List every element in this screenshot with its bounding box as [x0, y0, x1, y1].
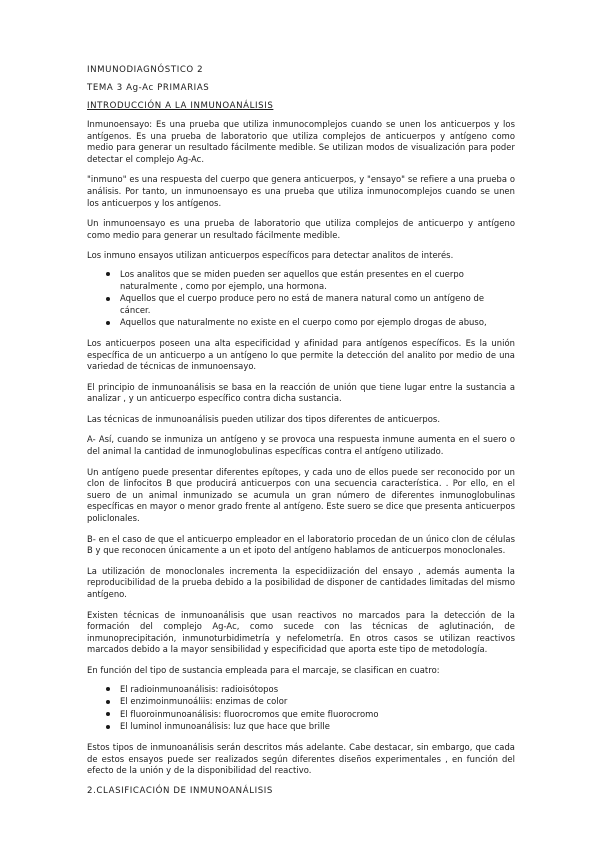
paragraph-specific-antibodies: Los inmuno ensayos utilizan anticuerpos específicos para detectar analitos de interés.	[87, 250, 454, 261]
paragraph-type-b: B- en el caso de que el anticuerpo empleador en el laboratorio procedan de un único clon de células B y que reconocen únicamente a un et ipoto del antígeno hablamos de anticuerpos monoclonales.	[87, 533, 515, 556]
analytes-list	[87, 269, 515, 329]
label-types-list	[87, 684, 515, 733]
bullet-icon	[106, 272, 110, 276]
bullet-icon	[106, 725, 110, 729]
list-item: Los analitos que se miden pueden ser aquellos que están presentes en el cuerpo naturalmente , como por ejemplo, una hormona.	[87, 269, 515, 292]
section-title: INTRODUCCIÓN A LA INMUNOANÁLISIS	[87, 101, 274, 111]
list-item: El fluoroinmunoanálisis: fluorocromos que emite fluorocromo	[87, 709, 515, 721]
paragraph-type-a: A- Así, cuando se inmuniza un antígeno y se provoca una respuesta inmune aumenta en el suero o del animal la cantidad de inmunoglobulinas específicas contra el antígeno utilizado.	[87, 434, 515, 457]
course-heading: INMUNODIAGNÓSTICO 2	[87, 65, 204, 75]
list-item: El luminol inmunoanálisis: luz que hace que brille	[87, 721, 515, 733]
section2-title: 2.CLASIFICACIÓN DE INMUNOANÁLISIS	[87, 785, 273, 796]
paragraph-inmunoensayo-definition: Inmunoensayo: Es una prueba que utiliza inmunocomplejos cuando se unen los anticuerpos y los antígenos. Es una prueba de laboratorio que utiliza complejos de anticuerpos y antígeno como medio para generar un resultado fácilmente medible. Se utilizan modos de visualización para poder detectar el complejo Ag-Ac.	[87, 119, 515, 164]
paragraph-polyclonal: Un antígeno puede presentar diferentes epítopes, y cada uno de ellos puede ser reconocido por un clon de linfocitos B que producirá anticuerpos con una secuencia característica. . Por ello, en el suero de un animal inmunizado se acumula un gran número de diferentes inmunoglobulinas específicas en mayor o menor grado frente al antígeno. Este suero se dice que presenta anticuerpos policlonales.	[87, 466, 515, 524]
paragraph-closing: Estos tipos de inmunoanálisis serán descritos más adelante. Cabe destacar, sin embargo, que cada de estos ensayos puede ser realizados según diferentes diseños experimentales , en función del efecto de la unión y de la disponibilidad del reactivo.	[87, 741, 515, 776]
paragraph-techniques: Existen técnicas de inmunoanálisis que usan reactivos no marcados para la detección de la formación del complejo Ag-Ac, como sucede con las técnicas de aglutinación, de inmunoprecipitación, inmunoturbidimetría y nefelometría. En otros casos se utilizan reactivos marcados debido a la mayor sensibilidad y especificidad que aporta este tipo de metodología.	[87, 609, 515, 655]
list-item: El enzimoinmunoáliis: enzimas de color	[87, 696, 515, 708]
paragraph-two-antibody-types: Las técnicas de inmunoanálisis pueden utilizar dos tipos diferentes de anticuerpos.	[87, 413, 441, 424]
paragraph-classification-intro: En función del tipo de sustancia empleada para el marcaje, se clasifican en cuatro:	[87, 664, 440, 675]
paragraph-inmuno-ensayo-meaning: "inmuno" es una respuesta del cuerpo que genera anticuerpos, y "ensayo" se refiere a una prueba o análisis. Por tanto, un inmunoensayo es una prueba que utiliza inmunocomplejos cuando se unen los anticuerpos y los antígenos.	[87, 174, 515, 208]
list-item: Aquellos que el cuerpo produce pero no está de manera natural como un antígeno de cáncer.	[87, 293, 515, 316]
document-body	[87, 65, 515, 804]
bullet-icon	[106, 297, 110, 301]
bullet-icon	[106, 687, 110, 691]
topic-heading: TEMA 3 Ag-Ac PRIMARIAS	[87, 83, 210, 93]
paragraph-antibody-specificity: Los anticuerpos poseen una alta especificidad y afinidad para antígenos específicos. Es la unión específica de un anticuerpo a un antígeno lo que permite la detección del analito por medio de una variedad de técnicas de inmunoensayo.	[87, 337, 515, 372]
list-item: El radioinmunoanálisis: radioisótopos	[87, 684, 515, 696]
bullet-icon	[106, 321, 110, 325]
paragraph-laboratory-test: Un inmunoensayo es una prueba de laboratorio que utiliza complejos de anticuerpo y antígeno como medio para generar un resultado fácilmente medible.	[87, 218, 515, 240]
list-item: Aquellos que naturalmente no existe en el cuerpo como por ejemplo drogas de abuso,	[87, 317, 515, 329]
bullet-icon	[106, 712, 110, 716]
paragraph-monoclonal-use: La utilización de monoclonales incrementa la especidiización del ensayo , además aumenta la reproducibilidad de la prueba debido a la posibilidad de disponer de cantidades limitadas del mismo antígeno.	[87, 565, 515, 599]
bullet-icon	[106, 700, 110, 704]
paragraph-principle: El principio de inmunoanálisis se basa en la reacción de unión que tiene lugar entre la sustancia a analizar , y un anticuerpo específico contra dicha sustancia.	[87, 381, 515, 404]
